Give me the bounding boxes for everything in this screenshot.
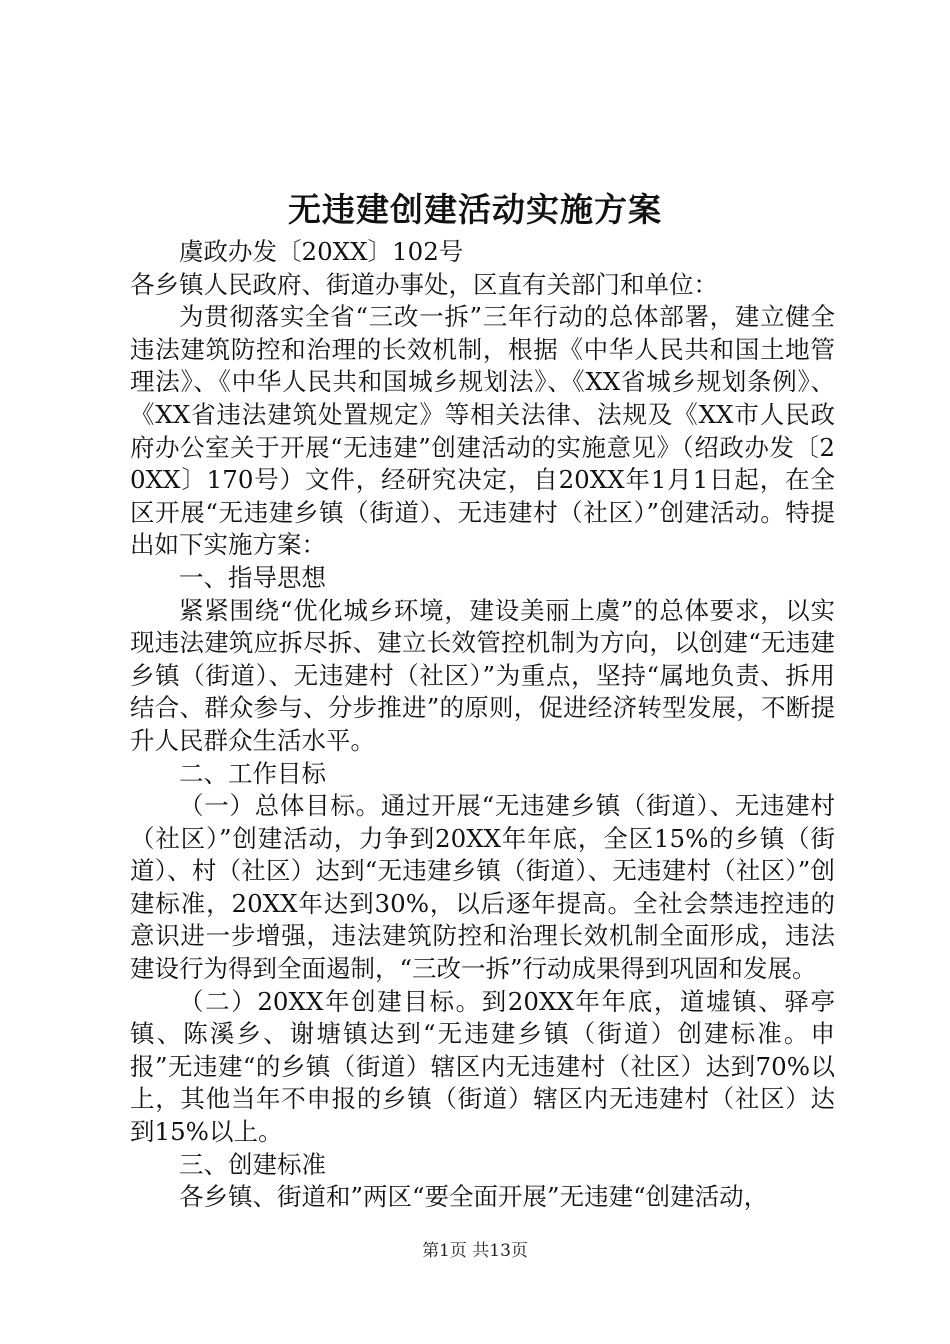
salutation: 各乡镇人民政府、街道办事处，区直有关部门和单位：	[130, 269, 718, 299]
document-title: 无违建创建活动实施方案	[288, 190, 662, 229]
section-heading-work-goals: 二、工作目标	[179, 758, 326, 788]
document-number: 虞政办发〔20XX〕102号	[179, 237, 464, 266]
paragraph-guiding-ideology: 紧紧围绕“优化城乡环境，建设美丽上虞”的总体要求，以实现违法建筑应拆尽拆、建立长效管控机制为方向，以创建“无违建乡镇（街道）、无违建村（社区）”为重点，坚持“属地负责、拆用结合、群众参与、分步推进”的原则，促进经济转型发展，不断提升人民群众生活水平。	[130, 595, 835, 755]
paragraph-standards: 各乡镇、街道和”两区“要全面开展”无违建“创建活动，	[179, 1182, 769, 1212]
section-heading-standards: 三、创建标准	[179, 1149, 326, 1179]
paragraph-intro: 为贯彻落实全省“三改一拆”三年行动的总体部署，建立健全违法建筑防控和治理的长效机制，根据《中华人民共和国土地管理法》、《中华人民共和国城乡规划法》、《XX省城乡规划条例》、《XX省违法建筑处置规定》等相关法律、法规及《XX市人民政府办公室关于开展“无违建”创建活动的实施意见》（绍政办发〔20XX〕170号）文件，经研究决定，自20XX年1月1日起，在全区开展“无违建乡镇（街道）、无违建村（社区）”创建活动。特提出如下实施方案：	[130, 302, 835, 560]
paragraph-annual-goal: （二）20XX年创建目标。到20XX年年底，道墟镇、驿亭镇、陈溪乡、谢塘镇达到“无违建乡镇（街道）创建标准。申报”无违建“的乡镇（街道）辖区内无违建村（社区）达到70%以上，其他当年不申报的乡镇（街道）辖区内无违建村（社区）达到15%以上。	[130, 986, 835, 1147]
paragraph-overall-goal: （一）总体目标。通过开展“无违建乡镇（街道）、无违建村（社区）”创建活动，力争到20XX年年底，全区15%的乡镇（街道）、村（社区）达到“无违建乡镇（街道）、无违建村（社区）”创建标准，20XX年达到30%，以后逐年提高。全社会禁违控违的意识进一步增强，违法建筑防控和治理长效机制全面形成，违法建设行为得到全面遏制，“三改一拆”行动成果得到巩固和发展。	[130, 791, 835, 984]
page-footer: 第1页 共13页	[422, 1241, 528, 1261]
section-heading-guiding-ideology: 一、指导思想	[179, 562, 326, 592]
document-body	[130, 236, 835, 1214]
